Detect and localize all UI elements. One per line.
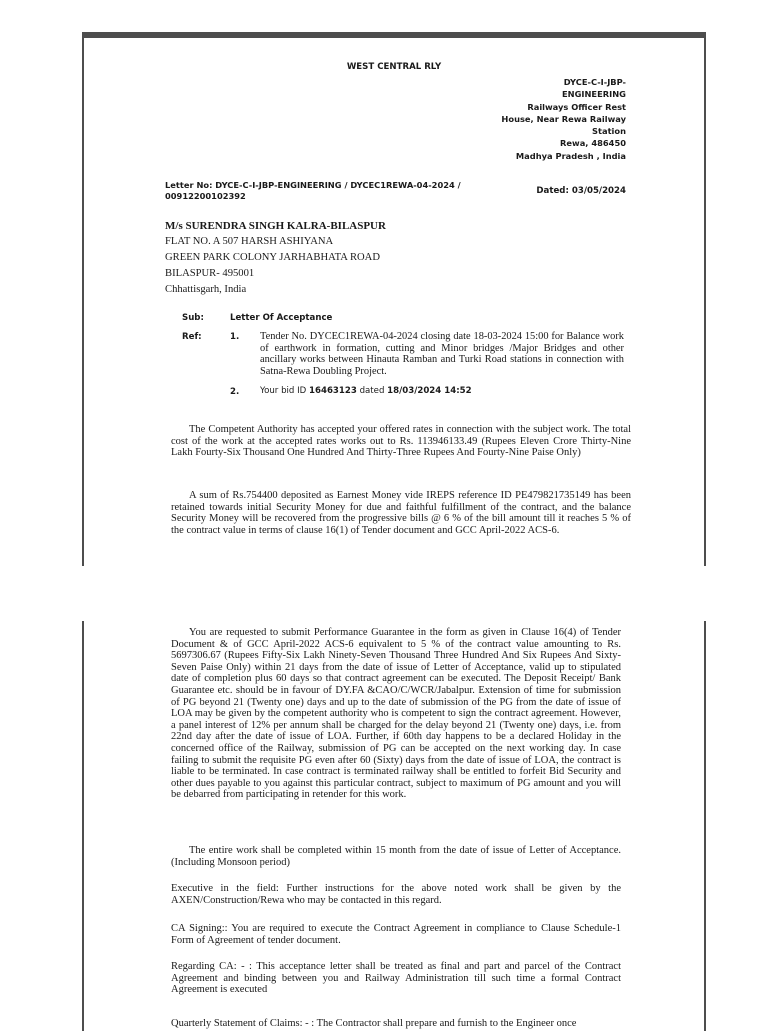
railway-title: WEST CENTRAL RLY [346,62,442,72]
bid-date: 18/03/2024 14:52 [387,386,472,396]
addressee-name: M/s SURENDRA SINGH KALRA-BILASPUR [165,220,386,232]
reference-2-text: Your bid ID 16463123 dated 18/03/2024 14:52 [260,386,472,396]
subject-label: Sub: [182,313,204,323]
reference-2-number: 2. [230,387,240,397]
reference-label: Ref: [182,332,202,342]
executive-paragraph: Executive in the field: Further instructions for the above noted work shall be given by the AXEN/Construction/Rewa who may be contacted in this regard. [171,883,621,906]
letter-date: Dated: 03/05/2024 [536,186,626,196]
performance-guarantee-paragraph: You are requested to submit Performance Guarantee in the form as given in Clause 16(4) of Tender Document & of GCC April-2022 ACS-6 equivalent to 5 % of the contract value amounting to Rs. 5697306.67 (Rupees Fifty-Six Lakh Ninety-Seven Thousand Three Hundred And Six Rupees And Sixty-Seven Paise Only) within 21 days from the date of issue of Letter of Acceptance, valid up to stipulated date of completion plus 60 days so that contract agreement can be executed. The Deposit Receipt/ Bank Guarantee etc. should be in favour of DY.FA &CAO/C/WCR/Jabalpur. Extension of time for submission of PG beyond 21 (Twenty one) days and up to the date of submission of the PG from the date of issue of LOA may be given by the competent authority who is competent to sign the contract agreement. However, a panel interest of 12% per annum shall be charged for the delay beyond 21 (Twenty one) days, i.e. from 22nd day after the date of issue of LOA. Further, if 60th day happens to be a declared Holiday in the concerned office of the Railway, submission of PG can be accepted on the next working day. In case failing to submit the requisite PG even after 60 (Sixty) days from the date of issue of LOA, the contract is liable to be terminated. In case contract is terminated railway shall be entitled to forfeit Bid Security and other dues payable to you against this particular contract, subject to maximum of PG amount and you will be debarred from participating in retender for this work. [171,627,621,801]
subject-row [182,313,332,323]
addressee-line: Chhattisgarh, India [165,284,247,295]
completion-paragraph: The entire work shall be completed within 15 month from the date of issue of Letter of Acceptance. (Including Monsoon period) [171,845,621,868]
ca-signing-paragraph: CA Signing:: You are required to execute the Contract Agreement in compliance to Clause Schedule-1 Form of Agreement of tender document. [171,923,621,946]
quarterly-claims-paragraph: Quarterly Statement of Claims: - : The Contractor shall prepare and furnish to the Engineer once [171,1018,577,1029]
letter-page-1 [82,32,706,566]
reference-1-number: 1. [230,332,240,342]
addressee-block [165,218,386,298]
address-line: Station [592,126,626,137]
address-line: DYCE-C-I-JBP- [563,77,626,87]
letter-page-2 [82,621,706,1031]
address-line: ENGINEERING [561,89,626,100]
address-line: House, Near Rewa Railway [501,113,626,124]
reference-1-text: Tender No. DYCEC1REWA-04-2024 closing date 18-03-2024 15:00 for Balance work of earthwork in formation, cutting and Minor bridges /Major Bridges and other ancillary works between Hinauta Ramban and Turki Road stations in connection with Satna-Rewa Doubling Project. [260,331,624,377]
earnest-money-paragraph: A sum of Rs.754400 deposited as Earnest Money vide IREPS reference ID PE479821735149 has been retained towards initial Security Money for due and faithful fulfillment of the contract, and the balance Security Money will be recovered from the progressive bills @ 6 % of the bill amount till it reaches 5 % of the contract value in terms of clause 16(1) of Tender document and GCC April-2022 ACS-6. [171,490,631,537]
addressee-line: BILASPUR- 495001 [165,268,255,279]
regarding-ca-paragraph: Regarding CA: - : This acceptance letter shall be treated as final and part and parcel of the Contract Agreement and binding between you and Railway Administration till such time a formal Contract Agreement is executed [171,961,621,996]
address-line: Railways Officer Rest [527,101,626,112]
addressee-line: GREEN PARK COLONY JARHABHATA ROAD [165,252,380,263]
letter-number: Letter No: DYCE-C-I-JBP-ENGINEERING / DYCEC1REWA-04-2024 / 00912200102392 [165,180,461,201]
addressee-line: FLAT NO. A 507 HARSH ASHIYANA [165,236,334,247]
acceptance-paragraph: The Competent Authority has accepted your offered rates in connection with the subject work. The total cost of the work at the accepted rates works out to Rs. 113946133.49 (Rupees Eleven Crore Thirty-Nine Lakh Fourty-Six Thousand One Hundred And Thirty-Three Rupees And Fourty-Nine Paise Only) [171,424,631,459]
office-address [476,76,626,162]
address-line: Madhya Pradesh , India [515,150,626,161]
subject-text: Letter Of Acceptance [230,313,333,323]
bid-id: 16463123 [309,386,357,396]
address-line: Rewa, 486450 [560,138,626,149]
